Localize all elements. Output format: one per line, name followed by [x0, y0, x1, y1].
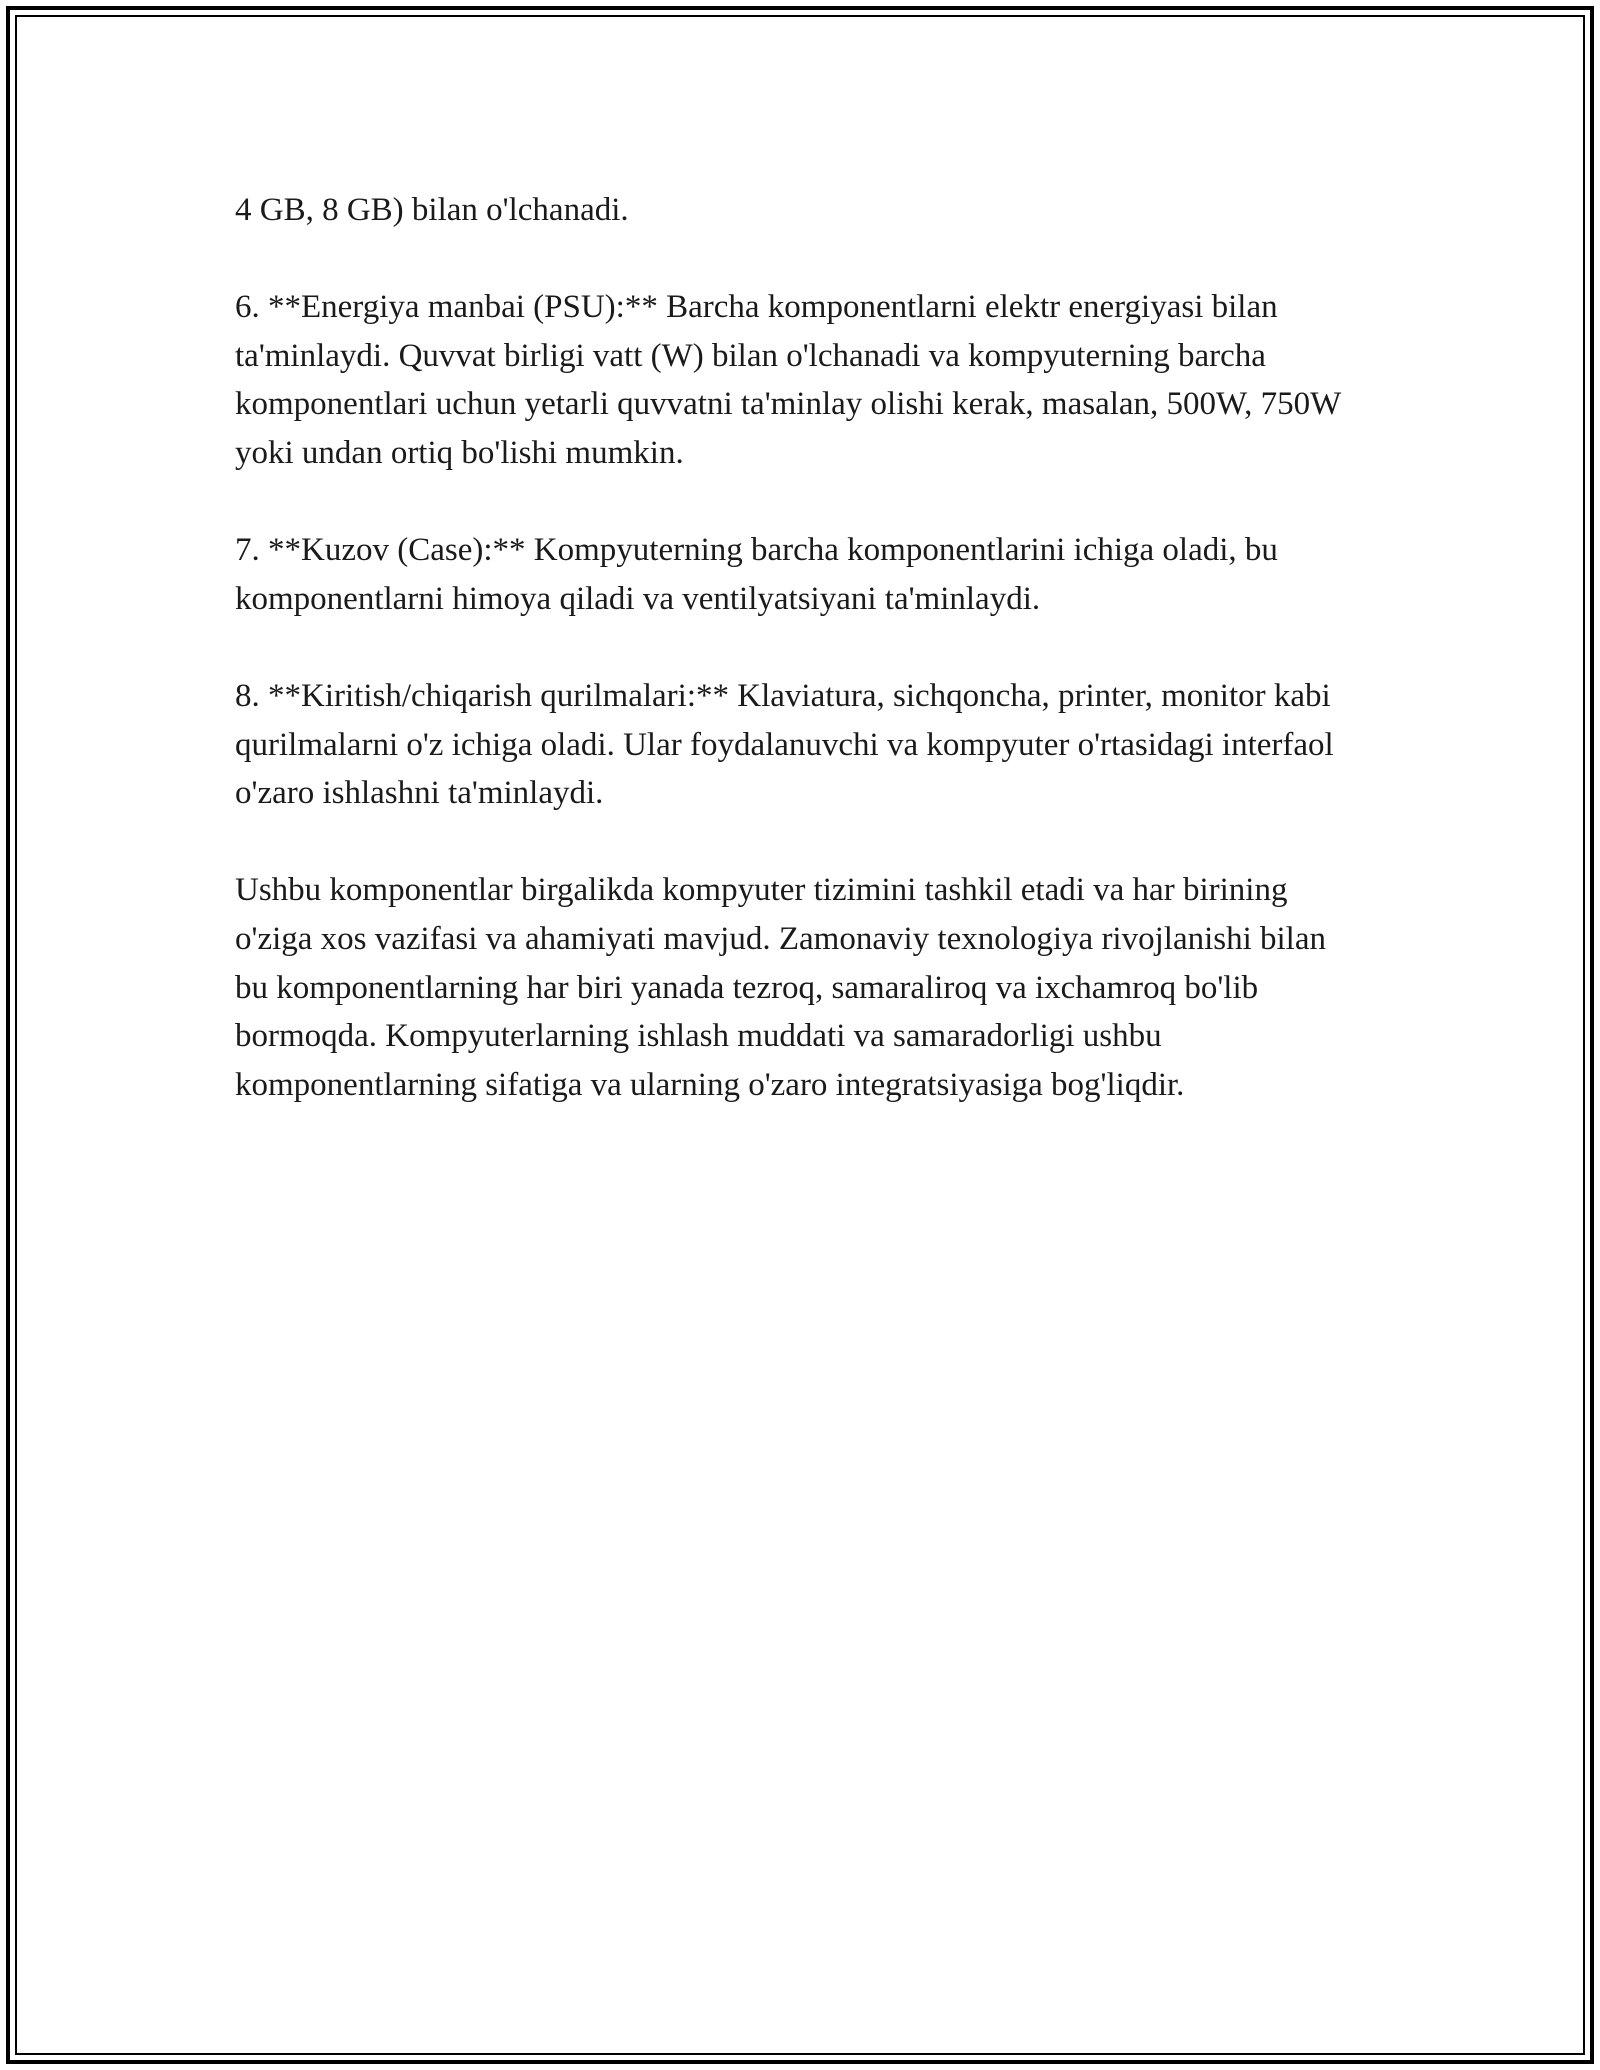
document-body	[235, 186, 1365, 1158]
paragraph-conclusion: Ushbu komponentlar birgalikda kompyuter tizimini tashkil etadi va har birining o'ziga xos vazifasi va ahamiyati mavjud. Zamonaviy texnologiya rivojlanishi bilan bu komponentlarning har biri yanada tezroq, samaraliroq va ixchamroq bo'lib bormoqda. Kompyuterlarning ishlash muddati va samaradorligi ushbu komponentlarning sifatiga va ularning o'zaro integratsiyasiga bog'liqdir.	[235, 872, 1326, 1103]
paragraph-io-devices: 8. **Kiritish/chiqarish qurilmalari:** Klaviatura, sichqoncha, printer, monitor kabi qurilmalarni o'z ichiga oladi. Ular foydalanuvchi va kompyuter o'rtasidagi interfaol o'zaro ishlashni ta'minlaydi.	[235, 677, 1334, 812]
paragraph-case: 7. **Kuzov (Case):** Kompyuterning barcha komponentlarini ichiga oladi, bu komponentlarni himoya qiladi va ventilyatsiyani ta'minlaydi.	[235, 532, 1278, 617]
paragraph-memory-continuation: 4 GB, 8 GB) bilan o'lchanadi.	[235, 192, 629, 228]
paragraph-power-supply: 6. **Energiya manbai (PSU):** Barcha komponentlarni elektr energiyasi bilan ta'minlaydi. Quvvat birligi vatt (W) bilan o'lchanadi va kompyuterning barcha komponentlari uchun yetarli quvvatni ta'minlay olishi kerak, masalan, 500W, 750W yoki undan ortiq bo'lishi mumkin.	[235, 289, 1341, 471]
